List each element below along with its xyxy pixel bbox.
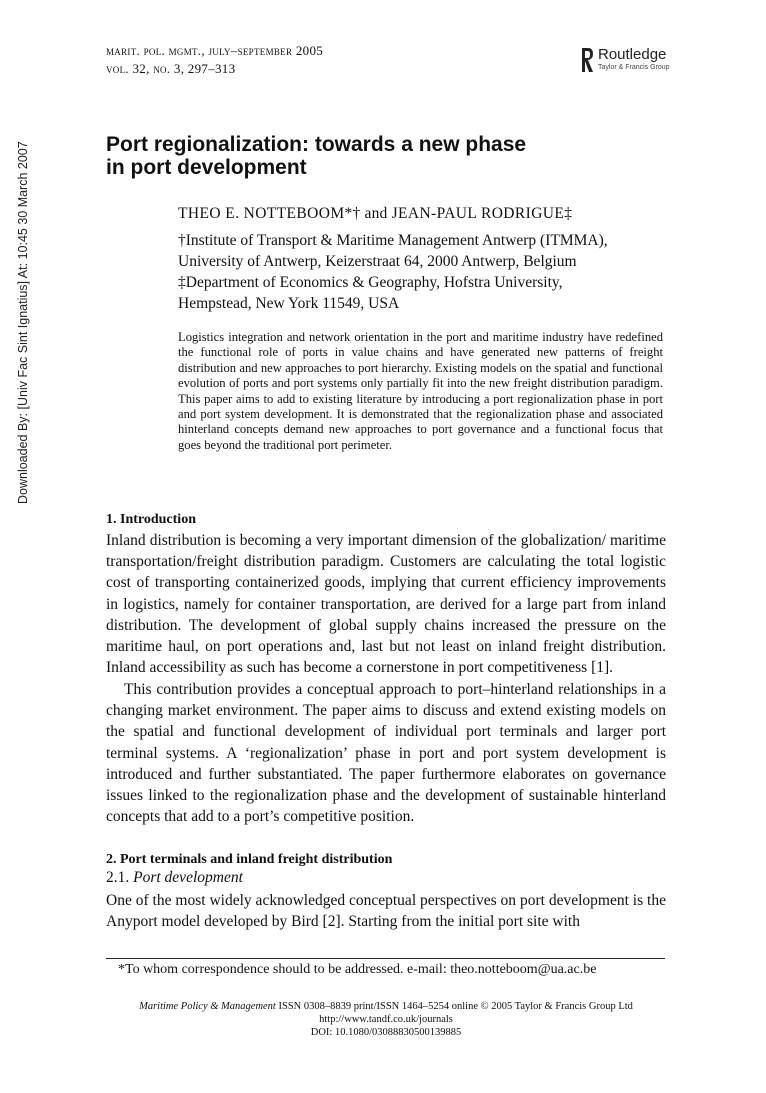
journal-info <box>106 1000 666 1039</box>
body-paragraph: This contribution provides a conceptual approach to port–hinterland relationships in a changing market environment. The paper aims to discuss and extend existing models on the spatial and functional development of individual port terminals and larger port terminal systems. A ‘regionalization’ phase in port and port system development is introduced and further substantiated. The paper furthermore elaborates on governance issues linked to the regionalization phase and the development of sustainable hinterland concepts that add to a port’s competitive position. <box>106 681 666 826</box>
routledge-logo-icon <box>580 46 594 74</box>
paper-title-line: in port development <box>106 156 307 179</box>
journal-name: Maritime Policy & Management <box>139 1001 276 1012</box>
journal-abbreviation: marit. pol. mgmt., <box>106 43 205 58</box>
body-paragraph: One of the most widely acknowledged conceptual perspectives on port development is the Anyport model developed by Bird [2]. Starting from the initial port site with <box>106 892 666 931</box>
publisher-group: Taylor & Francis Group <box>598 64 670 71</box>
download-watermark <box>0 120 30 520</box>
author-name: JEAN-PAUL RODRIGUE <box>391 205 565 222</box>
journal-doi: DOI: 10.1080/03088830500139885 <box>310 1027 462 1038</box>
author-affiliation-marks: ‡ <box>564 205 573 222</box>
paper-title <box>106 133 666 179</box>
footnote-divider <box>106 958 665 959</box>
affiliation-line: Hempstead, New York 11549, USA <box>178 295 400 312</box>
download-watermark-text: Downloaded By: [Univ Fac Sint Ignatius] At: 10:45 30 March 2007 <box>16 141 30 504</box>
volume-pages: vol. 32, no. 3, 297–313 <box>106 61 236 76</box>
footnote: *To whom correspondence should to be addressed. e-mail: theo.notteboom@ua.ac.be <box>118 962 597 977</box>
author-conjunction: and <box>364 205 388 222</box>
issue-year: 2005 <box>295 43 324 58</box>
journal-issn: ISSN 0308–8839 print/ISSN 1464–5254 online © 2005 Taylor & Francis Group Ltd <box>278 1001 633 1012</box>
publisher-name: Routledge <box>598 46 667 63</box>
author-names <box>178 203 698 224</box>
abstract: Logistics integration and network orientation in the port and maritime industry have redefined the functional role of ports in value chains and have generated new patterns of freight distribution and new approaches to port hierarchy. Existing models on the spatial and functional evolution of ports and port systems only partially fit into the new freight distribution paradigm. This paper aims to add to existing literature by introducing a port regionalization phase in port and port system development. It is demonstrated that the regionalization phase and associated hinterland concepts demand new approaches to port governance and a functional focus that goes beyond the traditional port perimeter. <box>178 330 663 452</box>
affiliation-line: University of Antwerp, Keizerstraat 64, 2000 Antwerp, Belgium <box>178 253 577 270</box>
section-heading: 1. Introduction <box>106 512 196 527</box>
issue-date: july–september <box>208 43 293 58</box>
section-heading: 2. Port terminals and inland freight distribution <box>106 852 393 867</box>
body-paragraph: Inland distribution is becoming a very important dimension of the globalization/ maritime transportation/freight distribution paradigm. Customers are calculating the total logistic cost of transporting containerized goods, implying that current efficiency improvements in logistics, namely for container transportation, are derived for a large part from inland distribution. The development of global supply chains increased the pressure on the maritime haul, on port operations and, last but not least on inland freight distribution. Inland accessibility as such has become a cornerstone in port competitiveness [1]. <box>106 532 666 677</box>
affiliation-line: ‡Department of Economics & Geography, Hofstra University, <box>178 274 563 291</box>
author-name: THEO E. NOTTEBOOM <box>178 205 345 222</box>
author-affiliation-marks: *† <box>344 205 361 222</box>
journal-url: http://www.tandf.co.uk/journals <box>319 1014 453 1025</box>
publisher-logo <box>580 46 690 78</box>
subsection-heading <box>106 869 243 887</box>
running-head <box>106 42 323 78</box>
subsection-number: 2.1. <box>106 869 130 886</box>
affiliation-line: †Institute of Transport & Maritime Management Antwerp (ITMMA), <box>178 232 608 249</box>
running-head-line-1 <box>106 42 323 60</box>
paper-title-line: Port regionalization: towards a new phase <box>106 133 527 156</box>
author-block <box>178 203 698 314</box>
journal-copyright-line <box>106 1000 666 1013</box>
subsection-title: Port development <box>133 869 243 886</box>
